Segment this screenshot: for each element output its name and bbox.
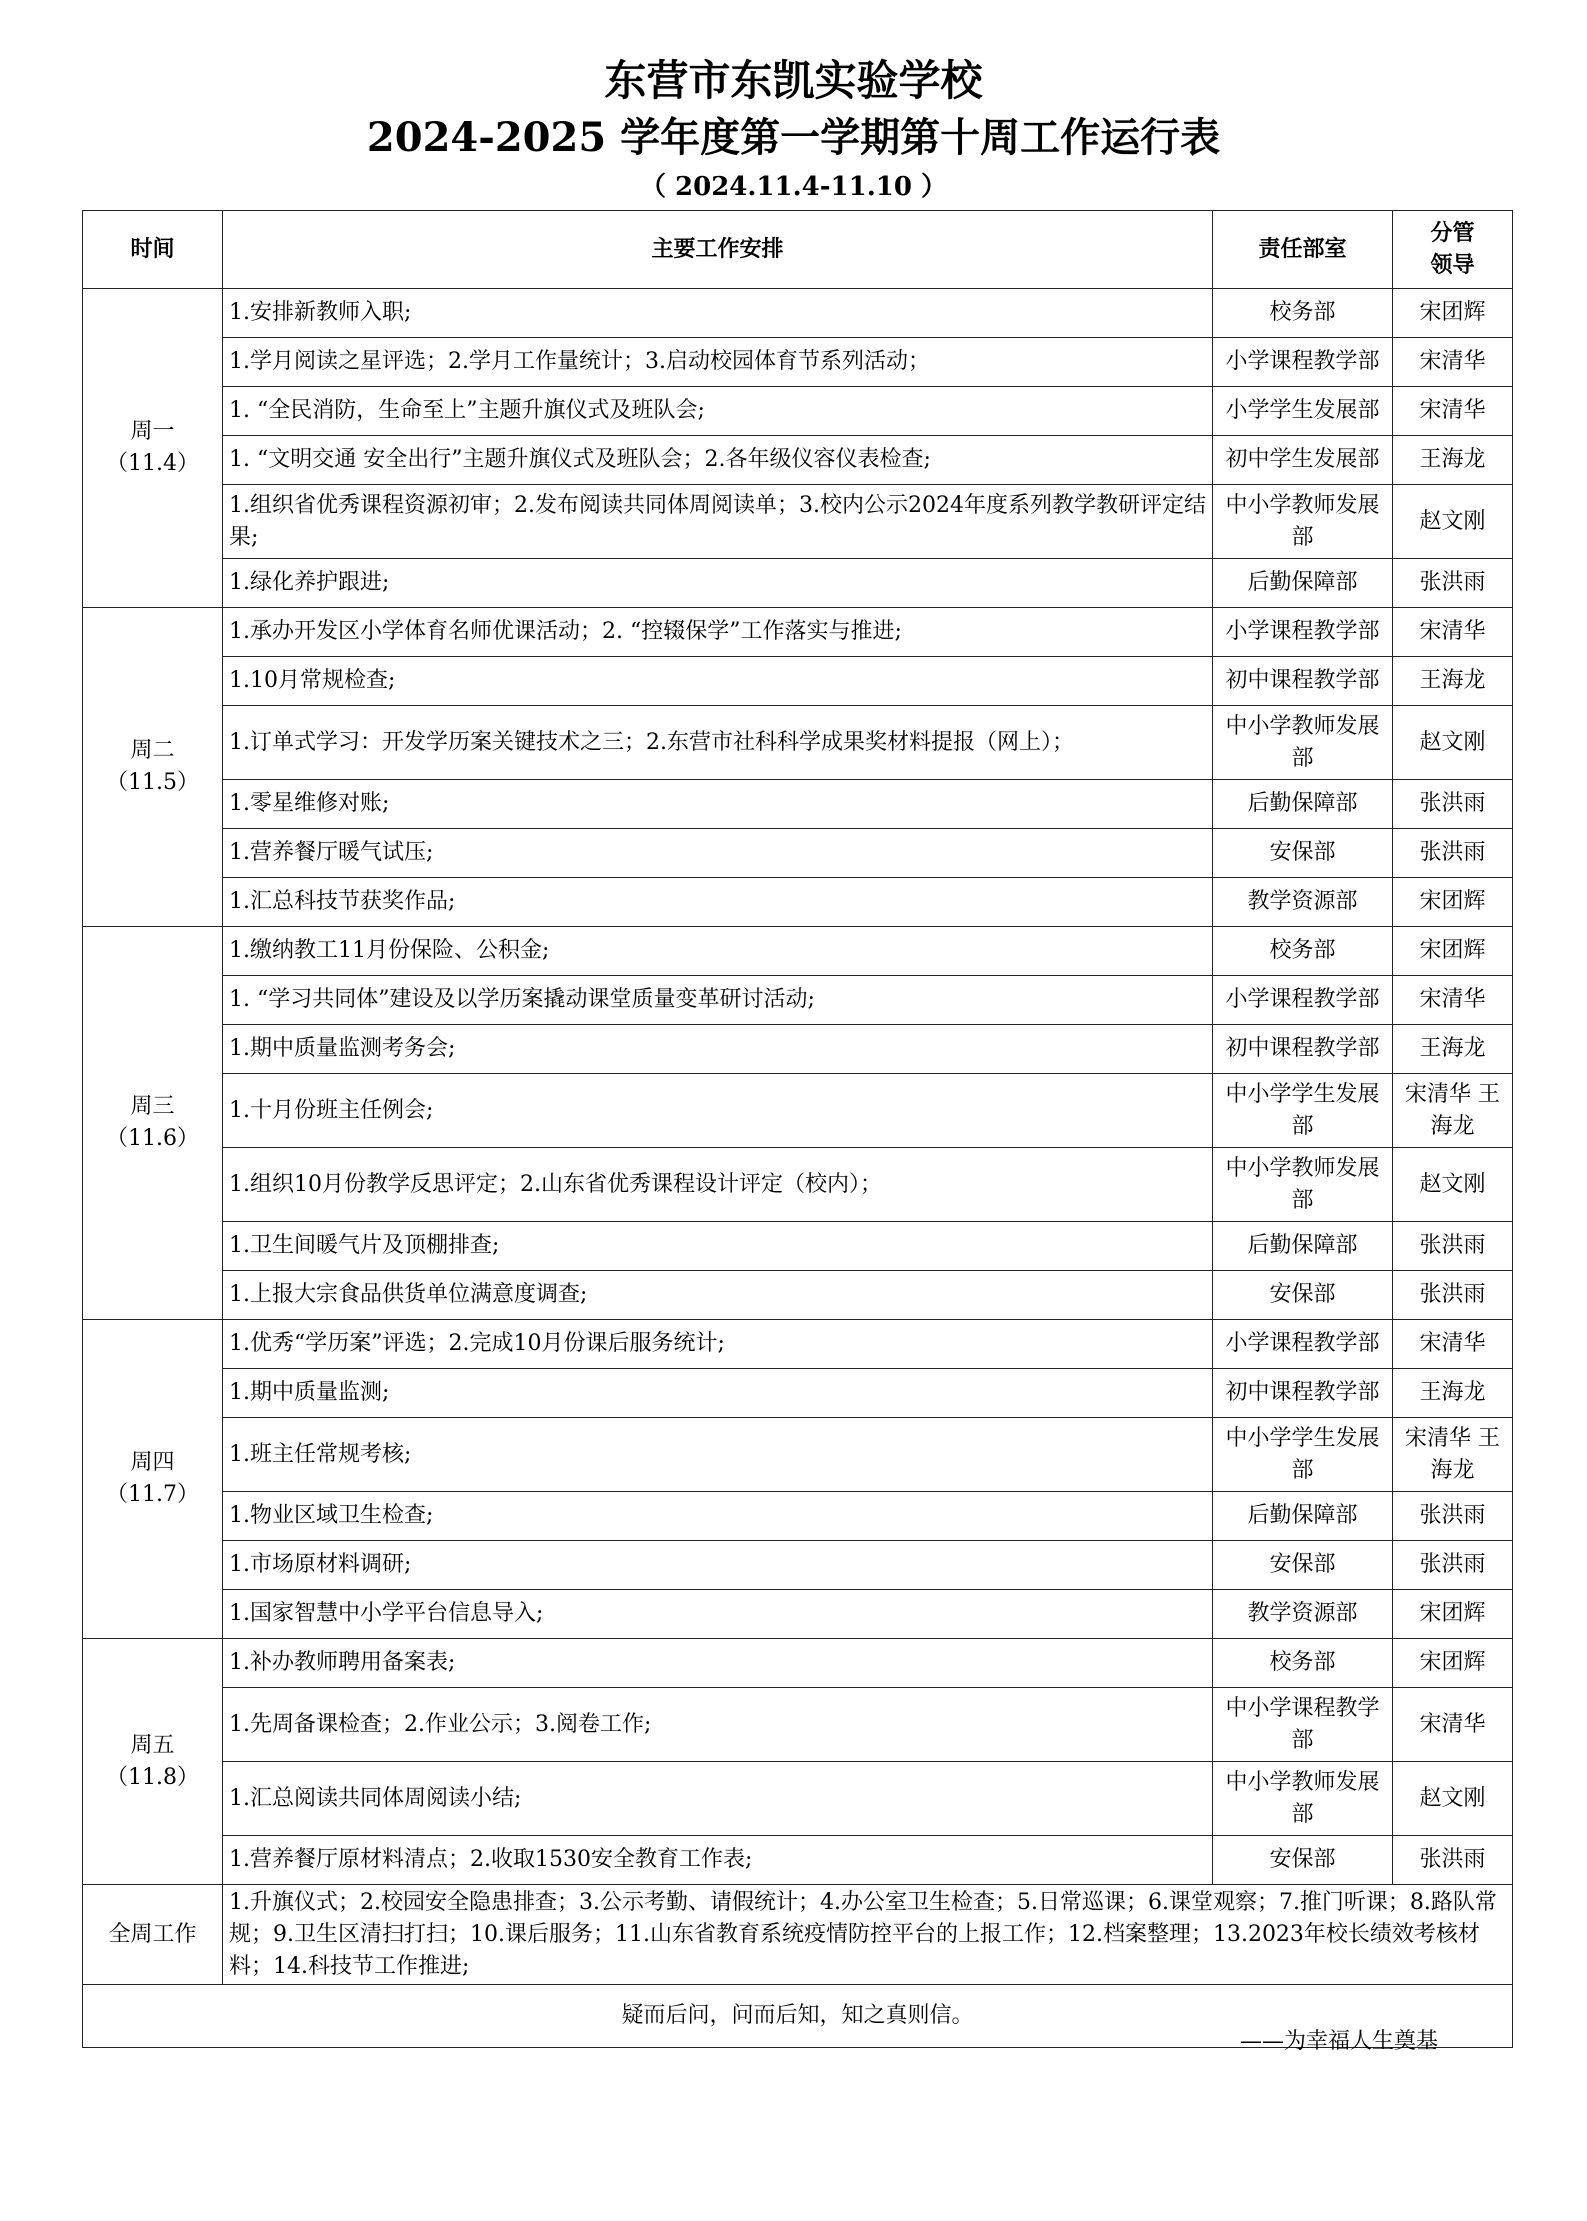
leader-cell: 张洪雨 — [1393, 1271, 1513, 1320]
table-row — [83, 1541, 1513, 1590]
task-cell: 1.学月阅读之星评选；2.学月工作量统计；3.启动校园体育节系列活动； — [223, 338, 1213, 387]
day-date: （11.8） — [106, 1764, 199, 1790]
task-cell: 1.订单式学习：开发学历案关键技术之三；2.东营市社科科学成果奖材料提报（网上）； — [223, 706, 1213, 780]
dept-cell: 后勤保障部 — [1213, 780, 1393, 829]
day-date: （11.7） — [106, 1482, 199, 1507]
table-row — [83, 1320, 1513, 1369]
leader-cell: 宋清华 王海龙 — [1393, 1418, 1513, 1492]
table-row — [83, 657, 1513, 706]
leader-cell: 王海龙 — [1393, 1369, 1513, 1418]
table-row — [83, 976, 1513, 1025]
all-week-row — [83, 1885, 1513, 1985]
dept-cell: 教学资源部 — [1213, 1590, 1393, 1639]
task-cell: 1.国家智慧中小学平台信息导入; — [223, 1590, 1213, 1639]
dept-cell: 中小学教师发展部 — [1213, 706, 1393, 780]
leader-cell: 宋清华 — [1393, 338, 1513, 387]
task-cell: 1.班主任常规考核; — [223, 1418, 1213, 1492]
task-cell: 1.零星维修对账; — [223, 780, 1213, 829]
dept-cell: 校务部 — [1213, 1639, 1393, 1688]
all-week-label: 全周工作 — [83, 1885, 223, 1985]
table-row — [83, 387, 1513, 436]
dept-cell: 初中学生发展部 — [1213, 436, 1393, 485]
table-row — [83, 780, 1513, 829]
task-cell: 1.绿化养护跟进; — [223, 559, 1213, 608]
task-cell: 1.10月常规检查; — [223, 657, 1213, 706]
header-row — [83, 211, 1513, 289]
task-cell: 1.缴纳教工11月份保险、公积金; — [223, 927, 1213, 976]
schedule-body — [83, 289, 1513, 1885]
table-row — [83, 559, 1513, 608]
task-cell: 1.安排新教师入职; — [223, 289, 1213, 338]
day-date: （11.6） — [106, 1126, 199, 1151]
motto: 疑而后问，问而后知，知之真则信。 — [83, 1985, 1513, 2048]
task-cell: 1.补办教师聘用备案表; — [223, 1639, 1213, 1688]
leader-cell: 张洪雨 — [1393, 780, 1513, 829]
leader-cell: 张洪雨 — [1393, 1492, 1513, 1541]
table-row — [83, 1639, 1513, 1688]
dept-cell: 后勤保障部 — [1213, 559, 1393, 608]
table-row — [83, 338, 1513, 387]
leader-cell: 宋团辉 — [1393, 289, 1513, 338]
table-row — [83, 706, 1513, 780]
schedule-table — [82, 210, 1513, 2048]
dept-cell: 小学课程教学部 — [1213, 608, 1393, 657]
dept-cell: 中小学学生发展部 — [1213, 1418, 1393, 1492]
dept-cell: 中小学教师发展部 — [1213, 485, 1393, 559]
task-cell: 1.期中质量监测考务会; — [223, 1025, 1213, 1074]
table-row — [83, 927, 1513, 976]
col-header-leader-line1: 分管 — [1430, 220, 1475, 246]
dept-cell: 小学课程教学部 — [1213, 338, 1393, 387]
dept-cell: 初中课程教学部 — [1213, 657, 1393, 706]
task-cell: 1.物业区域卫生检查; — [223, 1492, 1213, 1541]
table-row — [83, 1271, 1513, 1320]
leader-cell: 宋团辉 — [1393, 878, 1513, 927]
dept-cell: 初中课程教学部 — [1213, 1369, 1393, 1418]
task-cell: 1.承办开发区小学体育名师优课活动；2. “控辍保学”工作落实与推进; — [223, 608, 1213, 657]
dept-cell: 后勤保障部 — [1213, 1492, 1393, 1541]
dept-cell: 安保部 — [1213, 1836, 1393, 1885]
col-header-dept: 责任部室 — [1213, 211, 1393, 289]
task-cell: 1.卫生间暖气片及顶棚排查; — [223, 1222, 1213, 1271]
leader-cell: 宋团辉 — [1393, 1590, 1513, 1639]
leader-cell: 王海龙 — [1393, 1025, 1513, 1074]
dept-cell: 校务部 — [1213, 927, 1393, 976]
table-row — [83, 1074, 1513, 1148]
dept-cell: 中小学课程教学部 — [1213, 1688, 1393, 1762]
table-row — [83, 1762, 1513, 1836]
dept-cell: 小学课程教学部 — [1213, 1320, 1393, 1369]
task-cell: 1. “文明交通 安全出行”主题升旗仪式及班队会；2.各年级仪容仪表检查; — [223, 436, 1213, 485]
table-row — [83, 1148, 1513, 1222]
day-name: 周三 — [130, 1094, 175, 1119]
dept-cell: 教学资源部 — [1213, 878, 1393, 927]
table-row — [83, 1836, 1513, 1885]
col-header-leader — [1393, 211, 1513, 289]
day-name: 周二 — [130, 738, 175, 763]
task-cell: 1.汇总科技节获奖作品; — [223, 878, 1213, 927]
task-cell: 1.期中质量监测; — [223, 1369, 1213, 1418]
schedule-title: 2024-2025 学年度第一学期第十周工作运行表 — [366, 114, 1221, 161]
task-cell: 1.市场原材料调研; — [223, 1541, 1213, 1590]
day-date: （11.4） — [106, 451, 199, 476]
day-name: 周一 — [130, 419, 175, 444]
table-row — [83, 1222, 1513, 1271]
leader-cell: 王海龙 — [1393, 436, 1513, 485]
leader-cell: 宋清华 — [1393, 1688, 1513, 1762]
task-cell: 1.组织10月份教学反思评定；2.山东省优秀课程设计评定（校内）； — [223, 1148, 1213, 1222]
dept-cell: 校务部 — [1213, 289, 1393, 338]
leader-cell: 宋清华 王海龙 — [1393, 1074, 1513, 1148]
day-cell — [83, 1320, 223, 1639]
task-cell: 1.汇总阅读共同体周阅读小结; — [223, 1762, 1213, 1836]
table-row — [83, 829, 1513, 878]
leader-cell: 赵文刚 — [1393, 485, 1513, 559]
all-week-text: 1.升旗仪式；2.校园安全隐患排查；3.公示考勤、请假统计；4.办公室卫生检查；5.日常巡课；6.课堂观察；7.推门听课；8.路队常规；9.卫生区清扫打扫；10.课后服务；11.山东省教育系统疫情防控平台的上报工作；12.档案整理；13.2023年校长绩效考核材料；14.科技节工作推进; — [223, 1885, 1513, 1985]
day-date: （11.5） — [106, 770, 199, 795]
table-row — [83, 289, 1513, 338]
leader-cell: 张洪雨 — [1393, 1222, 1513, 1271]
dept-cell: 中小学教师发展部 — [1213, 1148, 1393, 1222]
leader-cell: 张洪雨 — [1393, 829, 1513, 878]
dept-cell: 安保部 — [1213, 1271, 1393, 1320]
task-cell: 1. “学习共同体”建设及以学历案撬动课堂质量变革研讨活动; — [223, 976, 1213, 1025]
dept-cell: 中小学学生发展部 — [1213, 1074, 1393, 1148]
table-row — [83, 1025, 1513, 1074]
leader-cell: 宋清华 — [1393, 387, 1513, 436]
leader-cell: 宋清华 — [1393, 976, 1513, 1025]
dept-cell: 初中课程教学部 — [1213, 1025, 1393, 1074]
table-row — [83, 1369, 1513, 1418]
leader-cell: 宋清华 — [1393, 608, 1513, 657]
dept-cell: 小学课程教学部 — [1213, 976, 1393, 1025]
table-row — [83, 878, 1513, 927]
day-name: 周四 — [130, 1450, 175, 1475]
leader-cell: 赵文刚 — [1393, 1762, 1513, 1836]
col-header-leader-line2: 领导 — [1430, 252, 1475, 278]
leader-cell: 宋清华 — [1393, 1320, 1513, 1369]
task-cell: 1.营养餐厅暖气试压; — [223, 829, 1213, 878]
table-row — [83, 608, 1513, 657]
date-range: （ 2024.11.4-11.10 ） — [639, 172, 948, 202]
leader-cell: 宋团辉 — [1393, 927, 1513, 976]
col-header-time: 时间 — [83, 211, 223, 289]
task-cell: 1.上报大宗食品供货单位满意度调查; — [223, 1271, 1213, 1320]
leader-cell: 赵文刚 — [1393, 1148, 1513, 1222]
leader-cell: 赵文刚 — [1393, 706, 1513, 780]
task-cell: 1. “全民消防，生命至上”主题升旗仪式及班队会; — [223, 387, 1213, 436]
table-row — [83, 1418, 1513, 1492]
footer-slogan: ——为幸福人生奠基 — [1240, 2029, 1439, 2054]
task-cell: 1.优秀“学历案”评选；2.完成10月份课后服务统计; — [223, 1320, 1213, 1369]
table-row — [83, 1590, 1513, 1639]
table-row — [83, 1688, 1513, 1762]
dept-cell: 中小学教师发展部 — [1213, 1762, 1393, 1836]
leader-cell: 王海龙 — [1393, 657, 1513, 706]
dept-cell: 后勤保障部 — [1213, 1222, 1393, 1271]
day-cell — [83, 608, 223, 927]
leader-cell: 张洪雨 — [1393, 1541, 1513, 1590]
school-title: 东营市东凯实验学校 — [604, 56, 983, 105]
task-cell: 1.先周备课检查；2.作业公示；3.阅卷工作; — [223, 1688, 1213, 1762]
dept-cell: 安保部 — [1213, 829, 1393, 878]
task-cell: 1.组织省优秀课程资源初审；2.发布阅读共同体周阅读单；3.校内公示2024年度系列教学教研评定结果; — [223, 485, 1213, 559]
dept-cell: 小学学生发展部 — [1213, 387, 1393, 436]
leader-cell: 宋团辉 — [1393, 1639, 1513, 1688]
col-header-work: 主要工作安排 — [223, 211, 1213, 289]
day-cell — [83, 289, 223, 608]
day-name: 周五 — [130, 1732, 175, 1758]
task-cell: 1.营养餐厅原材料清点；2.收取1530安全教育工作表; — [223, 1836, 1213, 1885]
task-cell: 1.十月份班主任例会; — [223, 1074, 1213, 1148]
day-cell — [83, 927, 223, 1320]
dept-cell: 安保部 — [1213, 1541, 1393, 1590]
table-row — [83, 436, 1513, 485]
leader-cell: 张洪雨 — [1393, 1836, 1513, 1885]
day-cell — [83, 1639, 223, 1885]
leader-cell: 张洪雨 — [1393, 559, 1513, 608]
table-row — [83, 1492, 1513, 1541]
table-row — [83, 485, 1513, 559]
